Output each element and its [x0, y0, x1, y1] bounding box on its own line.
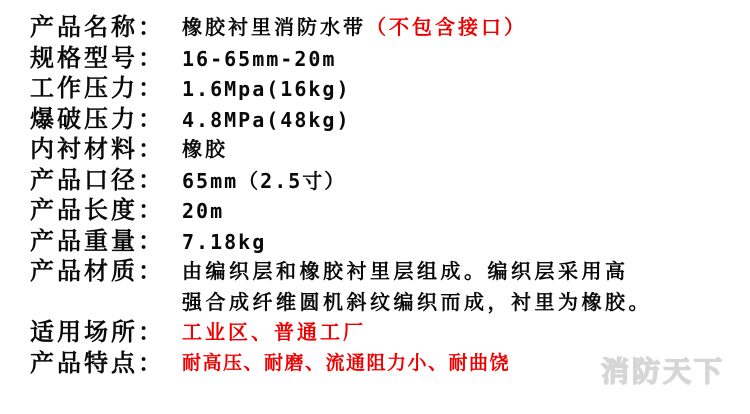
spec-label: 产品材质： [30, 258, 165, 285]
spec-label: 产品口径： [30, 166, 165, 194]
spec-label: 规格型号： [30, 44, 165, 72]
spec-value: 4.8MPa(48kg) [182, 107, 351, 132]
spec-label: 产品长度： [30, 197, 165, 224]
spec-value: 工业区、普通工厂 [182, 322, 366, 344]
spec-value: 7.18kg [182, 229, 267, 254]
spec-row-lining-material [30, 135, 750, 166]
spec-value: 65mm（2.5寸） [182, 168, 347, 193]
spec-value: 橡胶衬里消防水带 [182, 17, 366, 39]
spec-value: 16-65mm-20m [182, 46, 337, 71]
spec-label: 工作压力： [30, 75, 165, 102]
spec-value: 耐高压、耐磨、流通阻力小、耐曲饶 [182, 352, 511, 374]
spec-row-material [30, 257, 750, 318]
spec-row-length [30, 196, 750, 227]
spec-value: 20m [182, 199, 225, 223]
spec-label: 适用场所： [30, 319, 165, 346]
spec-row-model [30, 44, 750, 75]
spec-row-burst-pressure [30, 105, 750, 136]
spec-value-note: （不包含接口） [366, 17, 527, 39]
spec-row-working-pressure [30, 74, 750, 105]
spec-row-product-name [30, 13, 750, 44]
spec-label: 产品名称： [30, 14, 165, 41]
spec-value: 橡胶 [182, 139, 228, 161]
spec-row-weight [30, 227, 750, 258]
spec-value-line1: 由编织层和橡胶衬里层组成。编织层采用高 [182, 261, 629, 283]
spec-list [30, 13, 750, 379]
spec-label: 内衬材料： [30, 136, 165, 163]
spec-label: 爆破压力： [30, 105, 165, 133]
spec-value-multiline [182, 257, 652, 318]
spec-label: 产品特点： [30, 349, 165, 377]
watermark-text: 消防天下 [601, 356, 726, 387]
spec-value-line2: 强合成纤维圆机斜纹编织而成，衬里为橡胶。 [182, 291, 652, 314]
spec-row-application [30, 318, 750, 349]
spec-row-diameter [30, 166, 750, 197]
spec-value: 1.6Mpa(16kg) [182, 77, 351, 101]
spec-label: 产品重量： [30, 227, 165, 255]
